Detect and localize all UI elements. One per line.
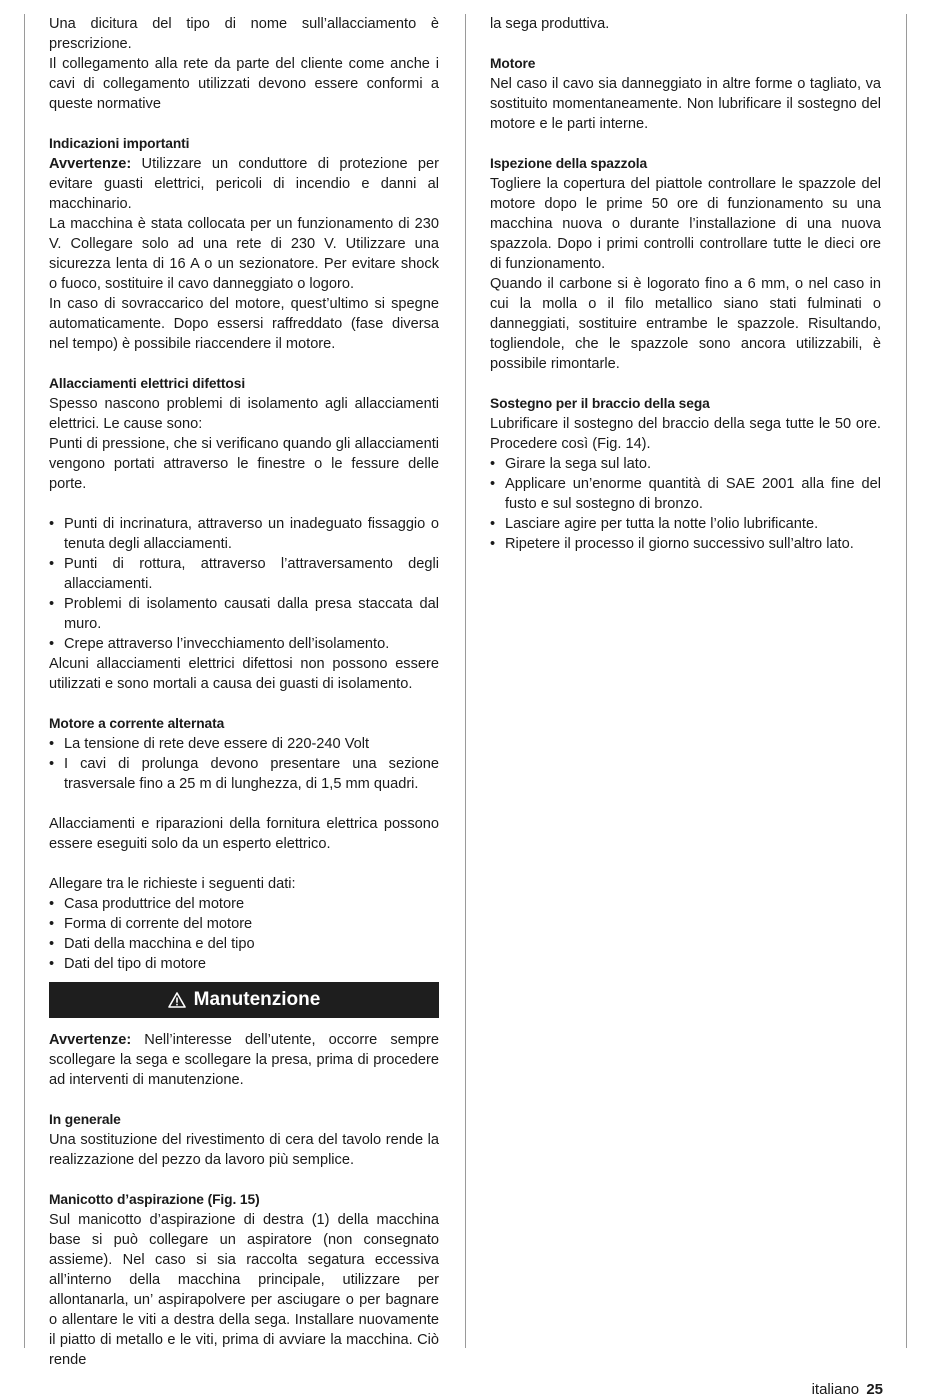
warning-label: Avvertenze: [49,1032,132,1048]
left-margin-rule [24,14,25,1348]
list-item: • Problemi di isolamento causati dalla presa staccata dal muro. [49,594,439,634]
overload-paragraph: In caso di sovraccarico del motore, quest’ultimo si spegne automaticamente. Dopo essersi raffreddato (fase diversa nel tempo) è possibile riaccendere il motore. [49,296,439,352]
defective-list [49,514,439,654]
brush-paragraph-1: Togliere la copertura del piattole controllare le spazzole del motore dopo le prime 50 ore di funzionamento su una macchina nuova o durante l’installazione di una nuova spazzola. Dopo i primi controlli controllare tutte le dieci ore di funzionamento. [490,176,881,272]
brush-paragraph-2: Quando il carbone si è logorato fino a 6 mm, o nel caso in cui la molla o il filo metallico siano stati fulminati o danneggiati, sostituire entrambe le spazzole. Risultando, togliendole, che le spazzole sono ancora utilizzabili, è possibile rimontarle. [490,276,881,372]
maintenance-banner [49,982,439,1018]
suction-paragraph: Sul manicotto d’aspirazione di destra (1) della macchina base si può collegare un aspiratore (non consegnato assieme). Nel caso si sia raccolta segatura eccessiva all’interno della macchina principale, utilizzare per allontanarla, un’ aspirapolvere per asciugare o per bagnare o allentare le viti a destra della sega. Installare nuovamente il piatto di metallo e le viti, prima di avviare la macchina. Ciò rende [49,1212,439,1368]
right-margin-rule [906,14,907,1348]
defective-paragraph-2: Punti di pressione, che si verificano quando gli allacciamenti vengono portati attraverso le finestre o le fessure delle porte. [49,436,439,492]
maintenance-banner-title: Manutenzione [193,989,321,1010]
list-item: • Girare la sega sul lato. [490,454,881,474]
defective-paragraph-3: Alcuni allacciamenti elettrici difettosi non possono essere utilizzati e sono mortali a causa dei guasti di isolamento. [49,656,439,692]
motor-paragraph: Nel caso il cavo sia danneggiato in altre forme o tagliato, va sostituito momentaneamente. Non lubrificare il sostegno del motore e le parti interne. [490,76,881,132]
maintenance-warning [49,1030,439,1090]
list-item: • Punti di rottura, attraverso l’attraversamento degli allacciamenti. [49,554,439,594]
warning-text: Nell’interesse dell’utente, occorre sempre scollegare la sega e scollegare la presa, prima di procedere ad interventi di manutenzione. [49,1032,439,1088]
intro-paragraph-2: Il collegamento alla rete da parte del cliente come anche i cavi di collegamento utilizzati devono essere conformi a queste normative [49,56,439,112]
motor-heading: Motore [490,56,536,71]
warning-text: Utilizzare un conduttore di protezione per evitare guasti elettrici, pericoli di incendio e danni al macchinario. [49,156,439,212]
arm-list [490,454,881,554]
defective-heading: Allacciamenti elettrici difettosi [49,376,246,391]
important-warning [49,154,439,214]
list-item: • Punti di incrinatura, attraverso un inadeguato fissaggio o tenuta degli allacciamenti. [49,514,439,554]
list-item: • Crepe attraverso l’invecchiamento dell’isolamento. [49,634,439,654]
important-heading: Indicazioni importanti [49,136,190,151]
arm-heading: Sostegno per il braccio della sega [490,396,710,411]
list-item: • Ripetere il processo il giorno successivo sull’altro lato. [490,534,881,554]
ac-motor-list [49,734,439,794]
right-column [490,14,881,554]
column-divider [465,14,466,1348]
list-item: • La tensione di rete deve essere di 220-240 Volt [49,734,439,754]
data-request-intro: Allegare tra le richieste i seguenti dati: [49,876,296,892]
warning-triangle-icon [168,992,186,1008]
warning-label: Avvertenze: [49,156,132,172]
list-item: • Lasciare agire per tutta la notte l’olio lubrificante. [490,514,881,534]
arm-paragraph: Lubrificare il sostegno del braccio della sega tutte le 50 ore. Procedere così (Fig. 14). [490,416,881,452]
repairs-paragraph: Allacciamenti e riparazioni della fornitura elettrica possono essere eseguiti solo da un esperto elettrico. [49,816,439,852]
voltage-paragraph: La macchina è stata collocata per un funzionamento di 230 V. Collegare solo ad una rete di 230 V. Utilizzare una sicurezza lenta di 16 A o un sezionatore. Per evitare shock o fuoco, sostituire il cavo danneggiato o logoro. [49,216,439,292]
page-footer [812,1380,883,1400]
ac-motor-heading: Motore a corrente alternata [49,716,225,731]
list-item: • Dati della macchina e del tipo [49,934,439,954]
brush-heading: Ispezione della spazzola [490,156,648,171]
list-item: • Casa produttrice del motore [49,894,439,914]
list-item: • Dati del tipo di motore [49,954,439,974]
page-number: 25 [866,1381,883,1398]
footer-language: italiano [811,1381,860,1398]
list-item: • Applicare un’enorme quantità di SAE 2001 alla fine del fusto e sul sostegno di bronzo. [490,474,881,514]
continued-text: la sega produttiva. [490,16,610,32]
intro-paragraph-1: Una dicitura del tipo di nome sull’allacciamento è prescrizione. [49,16,439,52]
defective-paragraph-1: Spesso nascono problemi di isolamento agli allacciamenti elettrici. Le cause sono: [49,396,439,432]
list-item: • Forma di corrente del motore [49,914,439,934]
general-heading: In generale [49,1112,121,1127]
left-column [49,14,439,1370]
list-item: • I cavi di prolunga devono presentare una sezione trasversale fino a 25 m di lunghezza, di 1,5 mm quadri. [49,754,439,794]
data-request-list [49,894,439,974]
general-paragraph: Una sostituzione del rivestimento di cera del tavolo rende la realizzazione del pezzo da lavoro più semplice. [49,1132,439,1168]
suction-heading: Manicotto d’aspirazione (Fig. 15) [49,1192,260,1207]
